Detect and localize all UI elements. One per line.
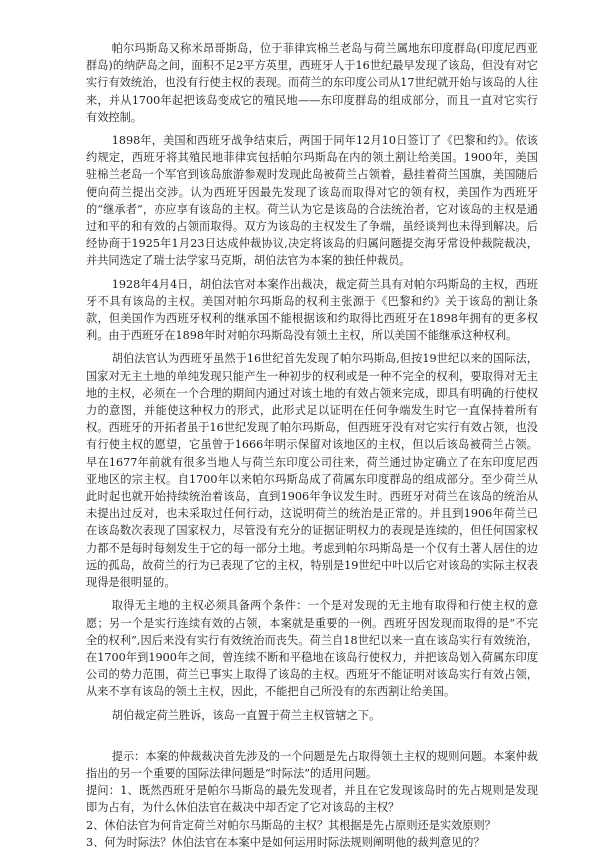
paragraph-conditions: 取得无主地的主权必须具备两个条件：一个是对发现的无主地有取得和行使主权的意愿；另一个是实行连续有效的占领，本案就是重要的一例。西班牙因发现而取得的是“不完全的权利”,因后来没有实行有效统治而丧失。荷兰自18世纪以来一直在该岛实行有效统治，在1700年到1900年之间，曾连续不断和平稳地在该岛行使权力，并把该岛划入荷属东印度公司的势力范围，荷兰已事实上取得了该岛的主权。西班牙不能证明对该岛实行有效占领，从来不享有该岛的领土主权，因此，不能把自己所没有的东西割让给美国。 xyxy=(86,599,538,699)
paragraph-dispute: 1898年，美国和西班牙战争结束后，两国于同年12月10日签订了《巴黎和约》。依该约规定，西班牙将其殖民地菲律宾包括帕尔玛斯岛在内的领土割让给美国。1900年，美国驻棉兰老岛一个军官到该岛旅游参观时发现此岛被荷兰占领着，悬挂着荷兰国旗，美国随后便向荷兰提出交涉。认为西班牙因最先发现了该岛而取得对它的领有权，美国作为西班牙的“继承者”，亦应享有该岛的主权。荷兰认为它是该岛的合法统治者，它对该岛的主权是通过和平的和有效的占领而取得。双方为该岛的主权发生了争端，虽经谈判也未得到解决。后经协商于1925年1月23日达成仲裁协议,决定将该岛的归属问题提交海牙常设仲裁院裁决，并共同选定了瑞士法学家马克斯，胡伯法官为本案的独任仲裁员。 xyxy=(86,134,538,268)
question-3: 3、何为时际法？休伯法官在本案中是如何运用时际法规则阐明他的裁判意见的？ xyxy=(86,835,485,849)
question-2: 2、休伯法官为何肯定荷兰对帕尔马斯岛的主权？其根据是先占原则还是实效原则？ xyxy=(86,818,496,832)
paragraph-background: 帕尔玛斯岛又称米昂哥斯岛，位于菲律宾棉兰老岛与荷兰属地东印度群岛(印度尼西亚群岛)的纳萨岛之间，面积不足2平方英里，西班牙人于16世纪最早发现了该岛，但没有对它实行有效统治，也没有行使主权的表现。而荷兰的东印度公司从17世纪就开始与该岛的人往来，并从1700年起把该岛变成它的殖民地——东印度群岛的组成部分，而且一直对它实行有效控制。 xyxy=(86,42,538,124)
paragraph-award: 1928年4月4日，胡伯法官对本案作出裁决，裁定荷兰具有对帕尔玛斯岛的主权，西班牙不具有该岛的主权。美国对帕尔玛斯岛的权利主张源于《巴黎和约》关于该岛的割让条款，但美国作为西班牙权利的继承国不能根据该和约取得比西班牙在1898年拥有的更多权利。由于西班牙在1898年时对帕尔玛斯岛没有领土主权，所以美国不能继承这种权利。 xyxy=(86,277,538,343)
paragraph-conclusion: 胡伯裁定荷兰胜诉，该岛一直置于荷兰主权管辖之下。 xyxy=(111,708,381,722)
section-gap xyxy=(86,730,538,748)
question-1: 提问：1、既然西班牙是帕尔马斯岛的最先发现者，并且在它发现该岛时的先占规则是发现即为占有，为什么休伯法官在裁决中却否定了它对该岛的主权？ xyxy=(86,784,538,815)
hint-paragraph: 提示：本案的仲裁裁决首先涉及的一个问题是先占取得领土主权的规则问题。本案仲裁指出的另一个重要的国际法律问题是“时际法”的适用问题。 xyxy=(86,749,538,780)
paragraph-reasoning: 胡伯法官认为西班牙虽然于16世纪首先发现了帕尔玛斯岛,但按19世纪以来的国际法，国家对无主土地的单纯发现只能产生一种初步的权利或是一种不完全的权利，要取得对无主地的主权，必须在一个合理的期间内通过对该土地的有效占领来完成，即具有明确的行使权力的意图，并能使这种权力的形式，此形式足以证明在任何争端发生时它一直保持着所有权。西班牙的开拓者虽于16世纪发现了帕尔玛斯岛，但西班牙没有对它实行有效占领，也没有行使主权的愿望，它虽曾于1666年明示保留对该地区的主权，但以后该岛被荷兰占领。早在1677年前就有很多当地人与荷兰东印度公司往来，荷兰通过协定确立了在东印度尼西亚地区的宗主权。自1700年以来帕尔玛斯岛成了荷属东印度群岛的组成部分。至少荷兰从此时起也就开始持续统治着该岛，直到1906年争议发生时。西班牙对荷兰在该岛的统治从未提出过反对，也未采取过任何行动，这说明荷兰的统治是正常的。并且到1906年荷兰已在该岛数次表现了国家权力，尽管没有充分的证据证明权力的表现是连续的，但任何国家权力都不是每时每刻发生于它的每一部分土地。考虑到帕尔玛斯岛是一个仅有土著人居住的边远的孤岛，故荷兰的行为已表现了它的主权，特别是19世纪中叶以后它对该岛的实际主权表现得是很明显的。 xyxy=(86,352,538,590)
